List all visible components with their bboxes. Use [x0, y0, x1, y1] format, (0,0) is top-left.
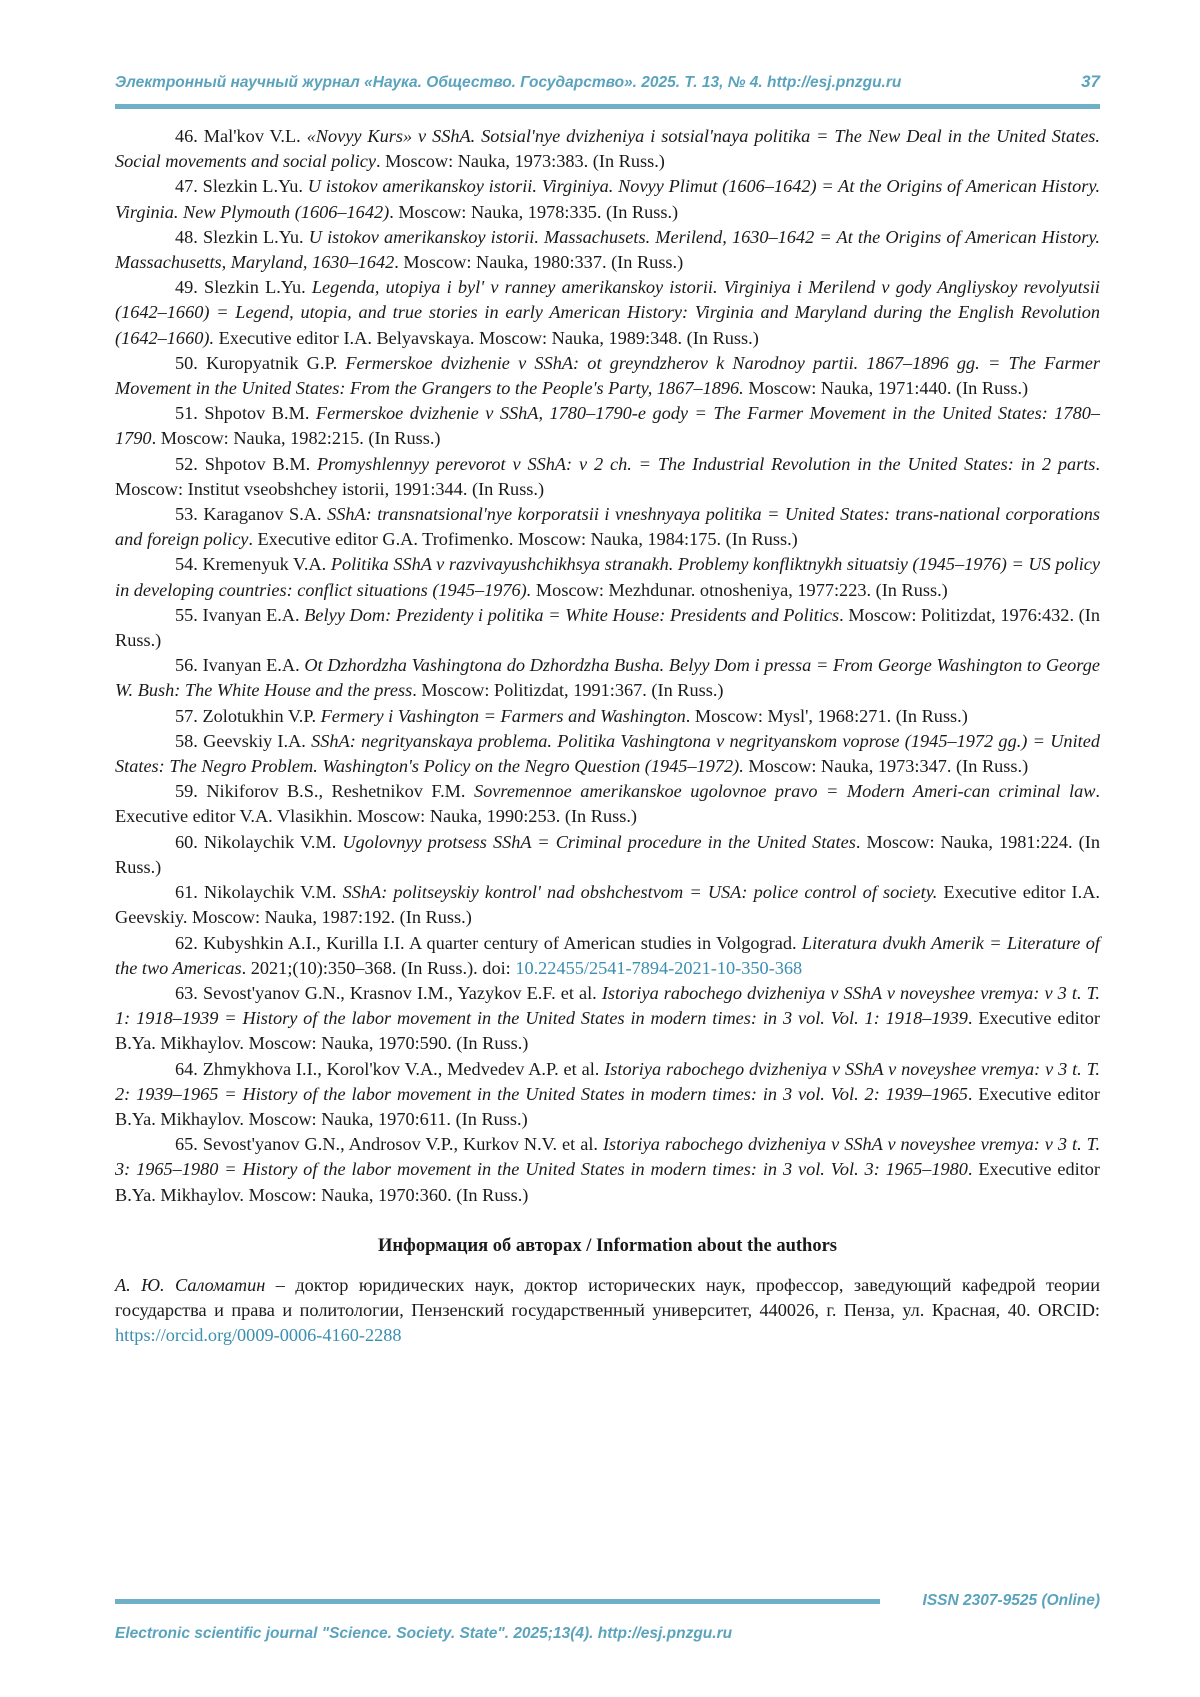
- reference-authors: Kremenyuk V.A.: [202, 554, 327, 575]
- reference-publication: . Executive editor V.A. Vlasikhin. Moscow: Nauka, 1990:253. (In Russ.): [115, 781, 1100, 827]
- reference-title: Ugolovnyy protsess SShA = Criminal procedure in the United States: [342, 831, 856, 852]
- reference-title: Belyy Dom: Prezidenty i politika = White House: Presidents and Politics: [304, 604, 840, 625]
- reference-item: [115, 704, 1100, 729]
- reference-authors: Zhmykhova I.I., Korol'kov V.A., Medvedev A.P. et al.: [202, 1058, 600, 1079]
- reference-item: [115, 880, 1100, 930]
- page-content: [115, 124, 1100, 1349]
- reference-publication: . Moscow: Nauka, 1978:335. (In Russ.): [389, 201, 679, 222]
- header-rule: [115, 104, 1100, 109]
- reference-publication: . Moscow: Nauka, 1980:337. (In Russ.): [394, 252, 684, 273]
- reference-number: 63.: [175, 982, 198, 1003]
- author-description: – доктор юридических наук, доктор исторических наук, профессор, заведующий кафедрой теории государства и права и политологии, Пензенский государственный университет, 440026, г. Пенза, ул. Красная, 40. ORCID:: [115, 1274, 1100, 1321]
- header-journal-title: Электронный научный журнал «Наука. Общество. Государство». 2025. Т. 13, № 4. http://esj.pnzgu.ru: [115, 74, 902, 91]
- reference-number: 61.: [175, 882, 198, 903]
- reference-title: Sovremennoe amerikanskoe ugolovnoe pravo = Modern Ameri-can criminal law: [473, 781, 1096, 802]
- reference-item: [115, 830, 1100, 880]
- reference-title: SShA: politseyskiy kontrol' nad obshchestvom = USA: police control of society.: [342, 882, 938, 903]
- reference-title: Istoriya rabochego dvizheniya v SShA v noveyshee vremya: v 3 t. T. 3: 1965–1980 = History of the labor movement in the United States in modern times: in 3 vol. Vol. 3: 1965–1980: [115, 1134, 1101, 1180]
- reference-item: [115, 552, 1100, 602]
- reference-authors: Shpotov B.M.: [204, 403, 310, 424]
- reference-title: Legenda, utopiya i byl' v ranney amerikanskoy istorii. Virginiya i Merilend v gody Angliyskoy revolyutsii (1642–1660) = Legend, utopia, and true stories in early American History: Virginia and Maryland during the English Revolution (1642–1660).: [115, 277, 1100, 348]
- reference-number: 54.: [175, 554, 198, 575]
- reference-publication: . Moscow: Politizdat, 1976:432. (In Russ.): [115, 604, 1100, 651]
- reference-item: [115, 1057, 1100, 1133]
- reference-title: Istoriya rabochego dvizheniya v SShA v noveyshee vremya: v 3 t. T. 1: 1918–1939 = History of the labor movement in the United States in modern times: in 3 vol. Vol. 1: 1918–1939: [115, 982, 1100, 1029]
- reference-number: 60.: [175, 831, 198, 852]
- footer-journal-title: Electronic scientific journal "Science. Society. State". 2025;13(4). http://esj.pnzgu.ru: [115, 1625, 733, 1642]
- reference-number: 46.: [175, 126, 198, 146]
- reference-number: 48.: [175, 226, 198, 247]
- reference-number: 59.: [175, 781, 198, 802]
- reference-publication: . Moscow: Institut vseobshchey istorii, 1991:344. (In Russ.): [115, 453, 1100, 499]
- reference-publication: . Executive editor G.A. Trofimenko. Moscow: Nauka, 1984:175. (In Russ.): [248, 529, 798, 550]
- reference-publication: . Moscow: Nauka, 1982:215. (In Russ.): [151, 428, 441, 449]
- reference-authors: Sevost'yanov G.N., Krasnov I.M., Yazykov E.F. et al.: [202, 982, 597, 1003]
- reference-authors: Nikiforov B.S., Reshetnikov F.M.: [206, 781, 466, 802]
- reference-item: [115, 275, 1100, 351]
- reference-publication: . Moscow: Politizdat, 1991:367. (In Russ.): [412, 680, 724, 701]
- reference-publication: . Moscow: Nauka, 1981:224. (In Russ.): [115, 831, 1100, 877]
- reference-title: Literatura dvukh Amerik = Literature of the two Americas: [115, 932, 1100, 978]
- reference-number: 52.: [175, 453, 198, 474]
- reference-publication: Moscow: Mezhdunar. otnosheniya, 1977:223. (In Russ.): [531, 579, 948, 600]
- reference-publication: . Executive editor B.Ya. Mikhaylov. Moscow: Nauka, 1970:360. (In Russ.): [115, 1159, 1100, 1205]
- reference-publication: Moscow: Nauka, 1973:347. (In Russ.): [743, 756, 1029, 777]
- reference-title: Fermerskoe dvizhenie v SShA: ot greyndzherov k Narodnoy partii. 1867–1896 gg. = The Farmer Movement in the United States: From the Grangers to the People's Party, 1867–1896.: [115, 352, 1100, 399]
- reference-title: SShA: negrityanskaya problema. Politika Vashingtona v negrityanskom voprose (1945–1972 gg.) = United States: The Negro Problem. Washington's Policy on the Negro Question (1945–1972).: [115, 730, 1100, 777]
- reference-item: [115, 653, 1100, 703]
- reference-item: [115, 452, 1100, 502]
- author-info: [115, 1273, 1100, 1349]
- reference-item: [115, 225, 1100, 275]
- reference-item: [115, 174, 1100, 224]
- reference-item: [115, 351, 1100, 401]
- reference-number: 55.: [175, 604, 198, 625]
- reference-number: 51.: [175, 403, 198, 424]
- reference-publication: . Moscow: Nauka, 1973:383. (In Russ.): [375, 151, 665, 172]
- footer-rule: [115, 1599, 880, 1604]
- reference-number: 65.: [175, 1134, 198, 1155]
- reference-authors: Nikolaychik V.M.: [204, 882, 337, 903]
- orcid-link[interactable]: https://orcid.org/0009-0006-4160-2288: [115, 1325, 402, 1346]
- issn: ISSN 2307-9525 (Online): [922, 1592, 1100, 1609]
- reference-authors: Nikolaychik V.M.: [203, 831, 337, 852]
- reference-number: 53.: [175, 504, 198, 525]
- reference-authors: Kuropyatnik G.P.: [206, 352, 338, 373]
- reference-title: Politika SShA v razvivayushchikhsya stranakh. Problemy konfliktnykh situatsiy (1945–1976) = US policy in developing countries: conflict situations (1945–1976).: [115, 554, 1100, 600]
- reference-number: 49.: [175, 277, 198, 298]
- reference-authors: Geevskiy I.A.: [203, 730, 306, 751]
- reference-number: 57.: [175, 705, 198, 726]
- reference-title: Istoriya rabochego dvizheniya v SShA v noveyshee vremya: v 3 t. T. 2: 1939–1965 = History of the labor movement in the United States in modern times: in 3 vol. Vol. 2: 1939–1965: [115, 1058, 1100, 1104]
- reference-title: U istokov amerikanskoy istorii. Virginiya. Novyy Plimut (1606–1642) = At the Origins of American History. Virginia. New Plymouth (1606–1642): [115, 176, 1101, 222]
- reference-item: [115, 401, 1100, 451]
- reference-publication: Executive editor I.A. Belyavskaya. Moscow: Nauka, 1989:348. (In Russ.): [214, 327, 759, 348]
- author-name: А. Ю. Саломатин: [115, 1274, 266, 1295]
- reference-authors: Kubyshkin A.I., Kurilla I.I. A quarter century of American studies in Volgograd.: [203, 932, 797, 953]
- reference-item: [115, 1132, 1100, 1208]
- reference-title: Fermery i Vashington = Farmers and Washington: [320, 705, 686, 726]
- reference-title: Fermerskoe dvizhenie v SShA, 1780–1790-e gody = The Farmer Movement in the United States: 1780–1790: [115, 403, 1100, 449]
- reference-authors: Mal'kov V.L.: [203, 126, 301, 146]
- authors-heading: Информация об авторах / Information about the authors: [378, 1235, 837, 1256]
- reference-number: 50.: [175, 352, 198, 373]
- reference-title: U istokov amerikanskoy istorii. Massachusets. Merilend, 1630–1642 = At the Origins of American History. Massachusetts, Maryland, 1630–1642: [115, 226, 1100, 273]
- reference-authors: Slezkin L.Yu.: [202, 176, 303, 197]
- reference-number: 58.: [175, 730, 198, 751]
- reference-publication: Moscow: Nauka, 1971:440. (In Russ.): [743, 378, 1029, 399]
- reference-item: [115, 931, 1100, 981]
- reference-item: [115, 502, 1100, 552]
- page-header: [115, 72, 1100, 98]
- reference-title: «Novyy Kurs» v SShA. Sotsial'nye dvizheniya i sotsial'naya politika = The New Deal in the United States. Social movements and social policy: [115, 126, 1100, 172]
- reference-item: [115, 779, 1100, 829]
- reference-publication: . Executive editor B.Ya. Mikhaylov. Moscow: Nauka, 1970:611. (In Russ.): [115, 1083, 1100, 1129]
- reference-publication: Executive editor I.A. Geevskiy. Moscow: Nauka, 1987:192. (In Russ.): [115, 882, 1100, 928]
- reference-item: [115, 729, 1100, 779]
- reference-number: 47.: [175, 176, 198, 197]
- reference-authors: Sevost'yanov G.N., Androsov V.P., Kurkov N.V. et al.: [202, 1134, 598, 1155]
- reference-authors: Slezkin L.Yu.: [204, 277, 306, 298]
- reference-authors: Karaganov S.A.: [203, 504, 322, 525]
- reference-publication: . Moscow: Mysl', 1968:271. (In Russ.): [685, 705, 968, 726]
- reference-authors: Zolotukhin V.P.: [202, 705, 317, 726]
- reference-title: Promyshlennyy perevorot v SShA: v 2 ch. = The Industrial Revolution in the United States: in 2 parts: [317, 453, 1096, 474]
- reference-authors: Ivanyan E.A.: [202, 655, 300, 676]
- reference-doi-link[interactable]: 10.22455/2541-7894-2021-10-350-368: [515, 957, 803, 978]
- reference-item: [115, 603, 1100, 653]
- reference-authors: Shpotov B.M.: [204, 453, 311, 474]
- reference-item: [115, 124, 1100, 174]
- reference-item: [115, 981, 1100, 1057]
- reference-title: Ot Dzhordzha Vashingtona do Dzhordzha Busha. Belyy Dom i pressa = From George Washington to George W. Bush: The White House and the press: [115, 655, 1100, 701]
- reference-list: [115, 124, 1100, 1208]
- reference-authors: Ivanyan E.A.: [202, 604, 300, 625]
- page-number: 37: [1081, 72, 1100, 91]
- reference-authors: Slezkin L.Yu.: [203, 226, 304, 247]
- reference-publication: . Executive editor B.Ya. Mikhaylov. Moscow: Nauka, 1970:590. (In Russ.): [115, 1008, 1100, 1054]
- reference-publication: . 2021;(10):350–368. (In Russ.). doi:: [241, 957, 516, 978]
- reference-number: 56.: [175, 655, 198, 676]
- reference-number: 62.: [175, 932, 198, 953]
- reference-number: 64.: [175, 1058, 198, 1079]
- reference-title: SShA: transnatsional'nye korporatsii i vneshnyaya politika = United States: trans-national corporations and foreign policy: [115, 504, 1100, 550]
